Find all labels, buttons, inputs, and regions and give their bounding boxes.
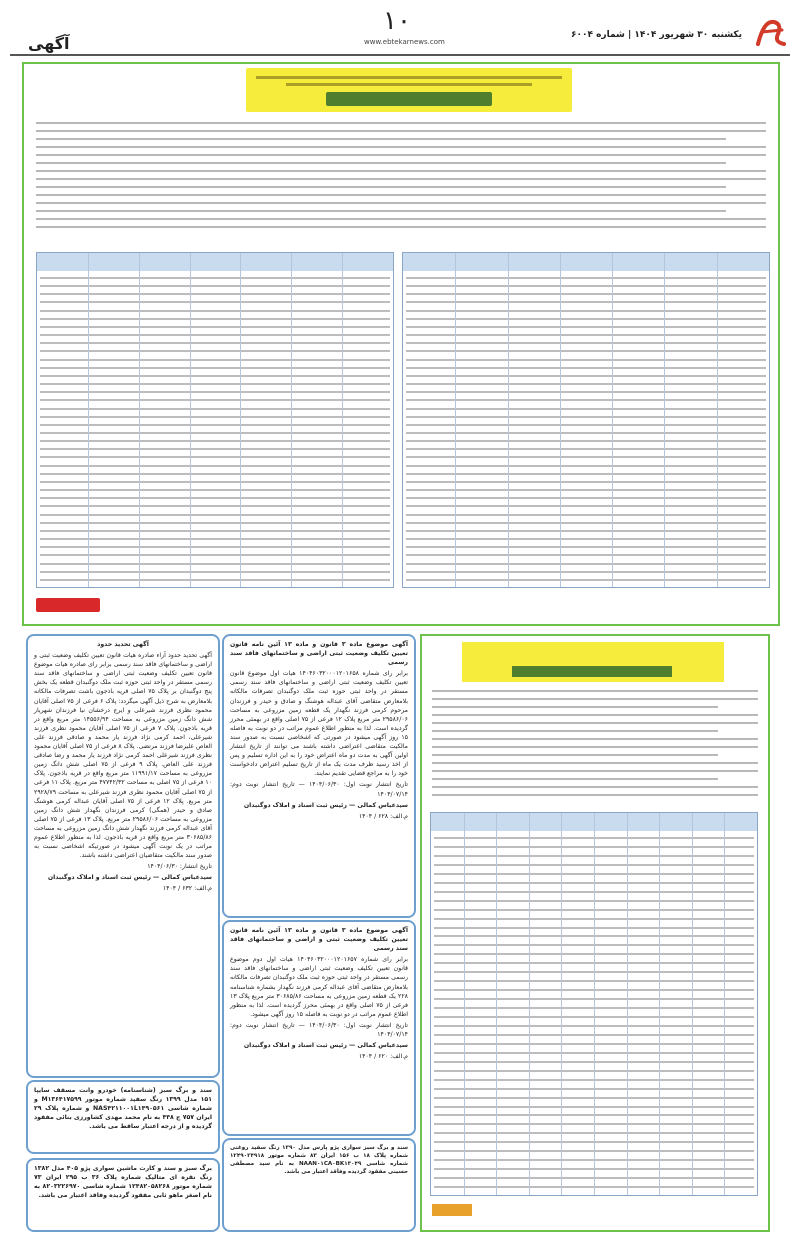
notice-text: برگ سبز و سند و کارت ماشین سواری پژو ۴۰۵ مدل ۱۳۸۲ رنگ نقره ای متالیک شماره پلاک ۳۶ ب ۲۹۵ ایران ۷۳ شماره موتور ۱۲۴۸۲۰۵۸۲۶۸ شماره شاسی ۸۲۰۳۲۲۶۹۷۰ به نام اصغر ماهو ثابی مفقود گردیده وفاقد اعتبار می باشد. [34,1165,212,1200]
notice-boundary-survey [26,634,220,1078]
table-row [406,391,766,393]
text-line [36,178,766,180]
text-line [432,714,758,716]
table-row [406,505,766,507]
table-row [406,424,766,426]
ad-table [430,812,758,1196]
table-row [406,465,766,467]
table-row [40,489,390,491]
table-row [40,399,390,401]
table-row [40,350,390,352]
table-row [40,554,390,556]
notice-dates: تاریخ انتشار: ۱۴۰۴/۰۶/۳۰ [147,863,212,871]
table-column-rule [342,253,343,587]
table-column-rule [464,813,465,1195]
table-column-rule [88,253,89,587]
ad-table-right [402,252,770,588]
table-row [40,456,390,458]
table-row [406,408,766,410]
table-row [406,546,766,548]
table-row [406,538,766,540]
table-row [40,440,390,442]
ad-banner [246,68,572,112]
table-row [40,277,390,279]
table-row [40,424,390,426]
notice-lost-car-doc [222,1138,416,1232]
newspaper-logo [752,14,792,54]
table-row [406,326,766,328]
text-line [36,122,766,124]
table-row [406,579,766,581]
table-row [40,514,390,516]
table-row [40,473,390,475]
notice-article3-plot12 [222,634,416,918]
table-row [406,554,766,556]
table-row [40,522,390,524]
text-line [432,722,758,724]
text-line [432,778,718,780]
table-column-rule [455,253,456,587]
table-row [406,456,766,458]
notice-body: برابر رای شماره ۱۴۰۴۶۰۳۲۰۰۰۱۲۰۱۶۵۸ هیات اول موضوع قانون تعیین تکلیف وضعیت ثبتی اراضی و ساختمانهای فاقد سند رسمی مستقر در واحد ثبتی حوزه ثبت ملک دوگنبدان تصرفات مالکانه بلامعارض متقاضی آقای عبداله هوشنگ و صادق و حیدر و فرزندان مرحوم کرمی فرزند نگهدار یک قطعه زمین مزروعی به مساحت ۲۹۵۸۶/۰۶ متر مربع پلاک ۱۲ فرعی از ۷۵ اصلی واقع در بهمئی محرز گردیده است. لذا به منظور اطلاع عموم مراتب در دو نوبت به فاصله ۱۵ روز آگهی میشود در صورتی که اشخاصی نسبت به صدور سند مالکیت متقاضی اعتراضی داشته باشند می توانند از تاریخ انتشار اولین آگهی به مدت دو ماه اعتراض خود را به این اداره تسلیم و پس از اخذ رسید ظرف مدت یک ماه از تاریخ تسلیم اعتراض دادخواست خود را به مراجع قضایی تقدیم نمایند. [230,670,408,778]
notice-article3-plot13 [222,920,416,1136]
header-rule [10,54,790,56]
table-row [406,383,766,385]
table-row [40,571,390,573]
table-row [40,285,390,287]
table-column-rule [561,813,562,1195]
table-row [40,342,390,344]
table-column-rule [594,813,595,1195]
text-line [432,754,718,756]
text-line [432,746,758,748]
table-row [40,530,390,532]
table-row [40,301,390,303]
table-row [406,301,766,303]
notice-dates: تاریخ انتشار نوبت اول: ۱۴۰۴/۰۶/۳۰ — تاریخ انتشار نوبت دوم: ۱۴۰۴/۰۷/۱۴ [230,1021,408,1039]
table-row [406,342,766,344]
table-row [40,383,390,385]
table-row [40,310,390,312]
table-row [406,432,766,434]
table-row [40,448,390,450]
notice-signature: سیدعباس کمالی — رئیس ثبت اسناد و املاک دوگنبدان [243,801,408,809]
table-row [406,310,766,312]
text-line [36,146,766,148]
notice-body: برابر رای شماره ۱۴۰۴۶۰۳۲۰۰۰۱۲۰۱۶۵۷ هیات اول دوم موضوع قانون تعیین تکلیف وضعیت ثبتی اراضی و ساختمانهای فاقد سند رسمی مستقر در واحد ثبتی حوزه ثبت ملک دوگنبدان تصرفات مالکانه بلامعارض متقاضی آقای عبداله کرمی فرزند نگهدار بشماره شناسنامه ۲۲۸ یک قطعه زمین مزروعی به مساحت ۳۰۶۸۵/۸۶ متر مربع پلاک ۱۳ فرعی از ۷۵ اصلی واقع در بهمئی محرز گردیده است. لذا به منظور اطلاع عموم مراتب در دو نوبت به فاصله ۱۵ روز آگهی میشود. [230,956,409,1018]
table-row [40,416,390,418]
table-row [406,481,766,483]
notice-ref: م.الف: ۶۲۸ / ۱۴۰۴ [358,812,408,820]
table-column-rule [717,253,718,587]
table-row [406,522,766,524]
text-line [432,690,758,692]
notice-dates: تاریخ انتشار نوبت اول: ۱۴۰۴/۰۶/۳۰ — تاریخ انتشار نوبت دوم: ۱۴۰۴/۰۷/۱۴ [230,781,408,798]
table-row [40,497,390,499]
table-column-rule [664,253,665,587]
text-line [432,770,758,772]
text-line [432,762,758,764]
table-row [40,334,390,336]
table-column-rule [659,813,660,1195]
table-row [406,350,766,352]
table-row [406,448,766,450]
table-column-rule [560,253,561,587]
table-row [40,326,390,328]
table-row [40,538,390,540]
table-column-rule [496,813,497,1195]
table-row [40,563,390,565]
text-line [36,202,766,204]
table-row [406,416,766,418]
table-row [406,318,766,320]
text-line [432,794,758,796]
text-line [36,162,726,164]
table-row [40,546,390,548]
text-line [432,698,758,700]
ad-table-left [36,252,394,588]
table-row [40,318,390,320]
text-line [432,706,718,708]
notice-text: سند و برگ سبز (شناسنامه) خودرو وانت مسقف سایپا ۱۵۱ مدل ۱۳۹۹ رنگ سفید شماره موتور M۱۳۶۴۱۷۵۹۹ و شماره شاسی NAS۴۲۱۱۰۰۱L۱۴۹۰۵۶۱ و شماره پلاک ۲۹ ایران ۷۵۷ ج ۴۴۸ به نام محمد مهدی کشاورزی بنائی مفقود گردیده و از درجه اعتبار ساقط می باشد. [34,1087,212,1131]
ad-red-label [36,598,100,612]
table-row [40,505,390,507]
text-line [36,210,726,212]
notice-text: سند و برگ سبز سواری پژو پارس مدل ۱۳۹۰ رنگ سفید روغنی شماره پلاک ۱۸ ب ۱۵۶ ایران ۸۳ شماره موتور ۱۲۴۹۰۲۴۹۱۸ شماره شاسی NAAN۰۱CA۰BK۱۳۰۴۹ به نام سید مصطفی حسینی مفقود گردیده وفاقد اعتبار می باشد. [230,1145,408,1175]
table-column-rule [692,813,693,1195]
notice-signature: سیدعباس کمالی — رئیس ثبت اسناد و املاک دوگنبدان [47,874,212,882]
tender-advertisement [22,62,780,626]
table-row [40,293,390,295]
table-row [40,408,390,410]
ad-orange-label [432,1204,472,1216]
text-line [36,226,766,228]
text-line [36,194,766,196]
text-line [36,130,766,132]
table-row [406,399,766,401]
table-column-rule [190,253,191,587]
table-row [406,489,766,491]
notice-lost-van [26,1080,220,1154]
text-line [36,170,766,172]
notice-title: آگهی موضوع ماده ۳ قانون و ماده ۱۳ آئین نامه قانون تعیین تکلیف وضعیت ثبتی اراضی و ساختمانهای فاقد سند رسمی [230,641,408,667]
tender-advertisement-small [420,634,770,1232]
table-column-rule [627,813,628,1195]
table-column-rule [291,253,292,587]
page-header [0,0,800,58]
table-row [40,579,390,581]
notice-signature: سیدعباس کمالی — رئیس ثبت اسناد و املاک دوگنبدان [243,1042,408,1050]
table-column-rule [508,253,509,587]
table-column-rule [240,253,241,587]
notice-body: آگهی تحدید حدود آراء صادره هیات قانون تعیین تکلیف وضعیت ثبتی و اراضی و ساختمانهای فاقد سند رسمی برابر رای صادره هیات موضوع قانون تعیین تکلیف وضعیت ثبتی اراضی و ساختمانهای فاقد سند رسمی مستقر در واحد ثبتی حوزه ثبت ملک دوگنبدان قطعه یک بخش پنج دوگنبدان بر پلاک ۷۵ اصلی قریه باذجون باشت تصرفات مالکانه بلامعارض به شرح ذیل آگهی میگردد: پلاک ۶ فرعی از ۷۵ اصلی آقایان محمود نظری فرزند شیرعلی و ایرج درخشان نیا فرزندان شهریار شش دانگ زمین مزروعی به مساحت ۱۴۵۵۶/۹۴ متر مربع واقع در قریه باذجون. پلاک ۷ فرعی از ۷۵ اصلی آقایان محمود نظری فرزند شیرعلی، احمد کرمی نژاد فرزند یار محمد و صادقی فرزند علی العاص علیرضا فرزند مرتضی. پلاک ۸ فرعی از ۷۵ اصلی آقایان محمود نظری فرزند شیرعلی احمد کرمی نژاد فرزند یار محمد و رضا صادقی فرزند علی العاص. پلاک ۹ فرعی از ۷۵ اصلی شش دانگ زمین مزروعی به مساحت ۱۱۹۹۱/۱۷ متر مربع واقع در قریه باذجون. پلاک ۱۰ فرعی از ۷۵ اصلی به مساحت ۴۷۷۴۲/۳۲ متر مربع. پلاک ۱۱ فرعی از ۷۵ اصلی آقایان محمود نظری فرزند شیرعلی به مساحت ۲۹۲۸/۷۹ متر مربع. پلاک ۱۲ فرعی از ۷۵ اصلی آقایان عبداله کرمی هوشنگ صادق و حیدر (همگی) کرمی فرزندان نگهدار شش دانگ زمین مزروعی به مساحت ۲۹۵۸۶/۰۶ متر مربع. پلاک ۱۳ فرعی از ۷۵ اصلی آقای عبداله کرمی فرزند نگهدار شش دانگ زمین مزروعی به مساحت ۳۰۶۸۵/۸۶ متر مربع واقع در قریه باذجون. لذا به منظور اطلاع عموم مراتب در یک نوبت آگهی میشود در صورتیکه اشخاصی نسبت به صدور سند مالکیت متقاضیان اعتراضی داشته باشند. [34,652,213,860]
table-row [406,277,766,279]
text-line [432,730,718,732]
notice-ref: م.الف: ۶۳۲ / ۱۴۰۴ [162,885,212,893]
table-row [40,432,390,434]
table-column-rule [612,253,613,587]
table-row [406,571,766,573]
table-row [406,440,766,442]
table-row [406,285,766,287]
text-line [36,186,726,188]
table-column-rule [529,813,530,1195]
table-row [406,367,766,369]
website-url[interactable]: www.ebtekarnews.com [364,38,445,46]
text-line [36,138,726,140]
table-row [406,514,766,516]
table-row [40,375,390,377]
table-row [406,293,766,295]
table-row [40,359,390,361]
table-row [406,497,766,499]
notice-ref: م.الف: ۶۲۰ / ۱۴۰۴ [358,1053,408,1061]
ad-banner [462,642,724,682]
table-column-rule [724,813,725,1195]
text-line [36,154,766,156]
table-row [406,334,766,336]
table-row [40,367,390,369]
table-row [406,563,766,565]
notice-title: آگهی موضوع ماده ۳ قانون و ماده ۱۳ آئین نامه قانون تعیین تکلیف وضعیت ثبتی و اراضی و ساختمانهای فاقد سند رسمی [230,927,408,953]
issue-date: یکشنبه ۳۰ شهریور ۱۴۰۴ | شماره ۶۰۰۴ [570,30,742,40]
table-row [406,375,766,377]
table-column-rule [139,253,140,587]
table-row [406,530,766,532]
table-row [40,465,390,467]
notice-title: آگهی تحدید حدود [97,641,149,648]
text-line [432,738,758,740]
table-row [406,473,766,475]
text-line [36,218,766,220]
section-title: آگهی [28,34,70,53]
table-row [40,391,390,393]
text-line [432,786,758,788]
page-number: ۱۰ [383,6,411,36]
notice-lost-peugeot-405 [26,1158,220,1232]
table-row [40,481,390,483]
table-row [406,359,766,361]
